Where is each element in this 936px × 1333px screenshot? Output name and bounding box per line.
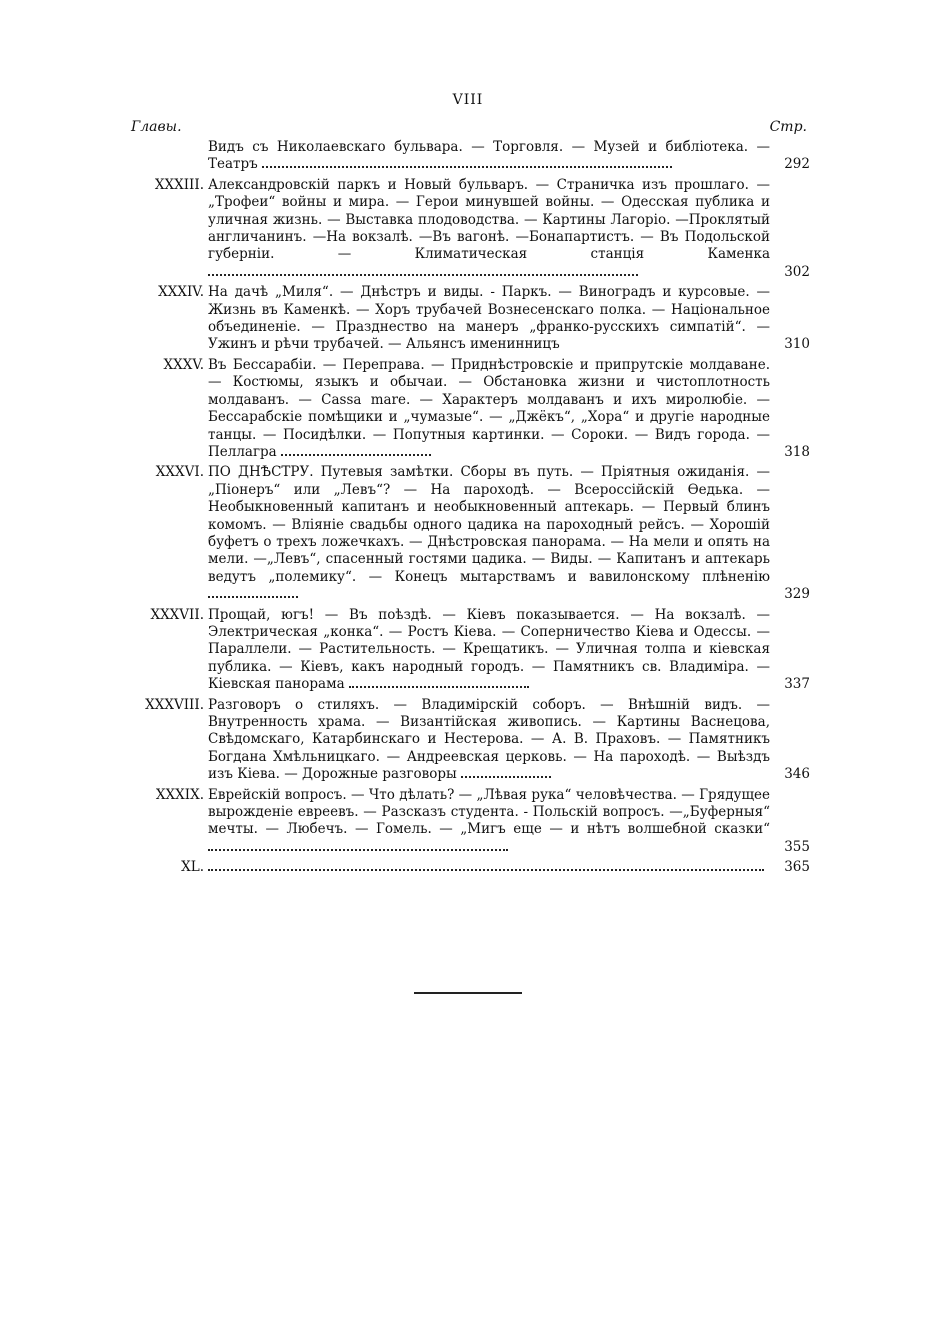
column-headers: [131, 119, 807, 139]
page-number: VIII: [452, 92, 484, 108]
page-ref: 365: [784, 859, 810, 876]
pages-label: Стр.: [769, 119, 807, 135]
page-ref: 355: [784, 838, 810, 855]
toc-entry: [128, 697, 810, 784]
chapter-text: Видъ съ Николаевскаго бульвара. — Торговля. — Музей и библіотека. —Театръ: [208, 139, 770, 173]
chapter-description: [208, 139, 770, 174]
toc-entry: [128, 787, 810, 857]
chapter-description: [208, 787, 770, 857]
chapter-description: [208, 607, 770, 694]
chapter-text: Еврейскій вопросъ. — Что дѣлать? — „Лѣвая рука“ человѣчества. — Грядущее вырожденіе евреевъ. — Разсказъ студента. - Польскій вопросъ. —„Буферныя“ мечты. — Любечъ. — Гомель. — „Мигъ еще — и нѣтъ волшебной сказки“: [208, 786, 770, 838]
toc-entry: [128, 607, 810, 694]
page-ref: 310: [784, 336, 810, 353]
chapter-text: ПО ДНѢСТРУ. Путевыя замѣтки. Сборы въ путь. — Пріятныя ожиданія. —„Піонеръ“ или „Левъ“? — На пароходѣ. — Всероссійскій Ѳедька. — Необыкновенный капитанъ и необыкновенный аптекарь. — Первый блинъ комомъ. — Вліяніе свадьбы одного цадика на пароходный рейсъ. — Хорошій буфетъ о трехъ ложечкахъ. — Днѣстровская панорама. — На мели и опять на мели. —„Левъ“, спасенный гостями цадика. — Виды. — Капитанъ и аптекарь ведутъ „полемику“. — Конецъ мытарствамъ и вавилонскому плѣненію: [208, 464, 770, 585]
chapter-text: Въ Бессарабіи. — Переправа. — Приднѣстровскіе и припрутскіе молдаване. — Костюмы, языкъ и обычаи. — Обстановка жизни и чистоплотность молдаванъ. — Cassa mare. — Характеръ молдаванъ и ихъ миролюбіе. — Бессарабскіе помѣщики и „чумазые“. — „Джёкъ“, „Хора“ и другіе народные танцы. — Посидѣлки. — Попутныя картинки. — Сороки. — Видъ города. — Пеллагра: [208, 356, 770, 460]
chapter-number: XXXVIII.: [145, 696, 204, 713]
page-ref: 302: [784, 263, 810, 280]
toc-entry: [128, 139, 810, 174]
page-ref: 337: [784, 676, 810, 693]
chapter-number: XXXIV.: [158, 284, 204, 301]
page-ref: 292: [784, 156, 810, 173]
toc-entry: [128, 177, 810, 281]
chapter-description: [208, 859, 770, 876]
chapter-description: [208, 177, 770, 281]
page-ref: 318: [784, 443, 810, 460]
dot-leader: [461, 766, 551, 778]
chapter-description: [208, 697, 770, 784]
chapter-number: XXXVII.: [150, 606, 204, 623]
toc-entry: [128, 464, 810, 603]
chapter-description: [208, 284, 770, 354]
chapter-number: XXXIII.: [154, 176, 204, 193]
dot-leader: [281, 444, 431, 456]
dot-leader: [349, 676, 529, 688]
toc-entry: [128, 859, 810, 876]
table-of-contents: [128, 139, 810, 880]
chapter-number: XXXVI.: [155, 464, 204, 481]
chapter-text: На дачѣ „Миля“. — Днѣстръ и виды. - Паркъ. — Виноградъ и курсовые. — Жизнь въ Каменкѣ. — Хоръ трубачей Вознесенскаго полка. — Національное объединеніе. — Празднество на манеръ „франко-русскихъ симпатій“. — Ужинъ и рѣчи трубачей. — Альянсъ именинницъ: [208, 284, 770, 353]
chapter-text: Александровскій паркъ и Новый бульваръ. — Страничка изъ прошлаго. —„Трофеи“ войны и мира. — Герои минувшей войны. — Одесская публика и уличная жизнь. — Выставка плодоводства. — Картины Лагоріо. —Проклятый англичанинъ. —На вокзалѣ. —Въ вагонѣ. —Бонапартистъ. — Въ Подольской губерніи. — Климатическая станція Каменка: [208, 176, 770, 263]
dot-leader: [262, 156, 672, 168]
chapters-label: Главы.: [131, 119, 182, 135]
chapter-text: Прощай, югъ! — Въ поѣздѣ. — Кіевъ показывается. — На вокзалѣ. — Электрическая „конка“. — Ростъ Кіева. — Соперничество Кіева и Одессы. — Параллели. — Растительность. — Крещатикъ. — Уличная толпа и кіевская публика. — Кіевъ, какъ народный городъ. — Памятникъ св. Владиміра. — Кіевская панорама: [208, 606, 770, 693]
closing-rule: [414, 992, 522, 994]
chapter-number: XXXIX.: [155, 786, 204, 803]
dot-leader: [208, 586, 298, 598]
chapter-number: XL.: [181, 859, 204, 876]
chapter-description: [208, 464, 770, 603]
page-ref: 329: [784, 586, 810, 603]
toc-entry: [128, 284, 810, 354]
chapter-text: Разговоръ о стиляхъ. — Владимірскій соборъ. — Внѣшній видъ. — Внутренность храма. — Византійская живопись. — Картины Васнецова, Свѣдомскаго, Катарбинскаго и Нестерова. — А. В. Праховъ. — Памятникъ Богдана Хмѣльницкаго. — Андреевская церковь. — На пароходѣ. — Выѣздъ изъ Кіева. — Дорожные разговоры: [208, 696, 770, 783]
toc-entry: [128, 357, 810, 461]
page-ref: 346: [784, 766, 810, 783]
chapter-number: XXXV.: [163, 356, 204, 373]
dot-leader: [208, 859, 764, 871]
dot-leader: [208, 264, 638, 276]
chapter-description: [208, 357, 770, 461]
dot-leader: [208, 839, 508, 851]
